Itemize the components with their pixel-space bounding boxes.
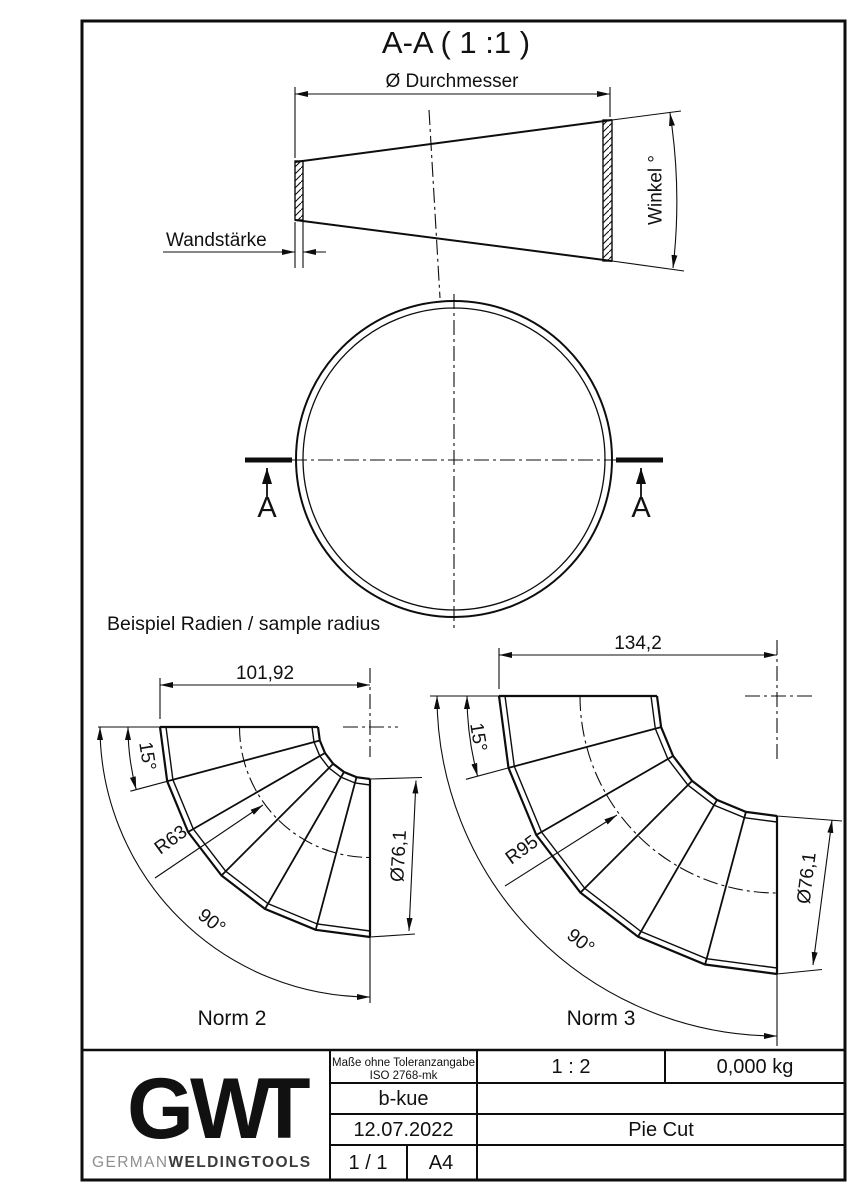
extension-line bbox=[370, 778, 422, 780]
left-wall-section bbox=[295, 161, 303, 220]
extension-line bbox=[466, 768, 509, 779]
title-block bbox=[82, 1050, 845, 1180]
date: 12.07.2022 bbox=[353, 1119, 454, 1141]
norm2-pie-cut bbox=[98, 663, 422, 1030]
norm3-bend-radius: R95 bbox=[501, 831, 543, 869]
norm2-bend-radius: R63 bbox=[150, 821, 192, 859]
norm3-pie-cut bbox=[430, 633, 842, 1046]
paper-size: A4 bbox=[428, 1152, 454, 1174]
section-mark-left: A bbox=[257, 492, 277, 524]
cone-bottom-line bbox=[295, 220, 612, 261]
logo-letter-g: G bbox=[127, 1061, 194, 1157]
samples-heading: Beispiel Radien / sample radius bbox=[107, 613, 381, 635]
scale: 1 : 2 bbox=[551, 1056, 591, 1078]
part-name: Pie Cut bbox=[628, 1119, 694, 1141]
cone-centerline bbox=[429, 110, 440, 298]
norm3-name: Norm 3 bbox=[566, 1007, 636, 1030]
extension-line bbox=[370, 934, 415, 937]
top-view-circle bbox=[245, 294, 663, 628]
weight: 0,000 kg bbox=[716, 1056, 794, 1078]
created-by: b-kue bbox=[378, 1088, 429, 1110]
section-mark-right: A bbox=[631, 492, 651, 524]
logo-letter-t: T bbox=[258, 1061, 311, 1157]
norm3-bend-angle: 90° bbox=[562, 924, 599, 960]
company-logo bbox=[92, 1061, 312, 1171]
right-wall-section bbox=[603, 120, 612, 261]
tolerance-note-line2: ISO 2768-mk bbox=[369, 1070, 438, 1082]
norm2-width: 101,92 bbox=[235, 663, 295, 684]
norm3-width: 134,2 bbox=[614, 633, 662, 654]
cone-top-line bbox=[295, 120, 612, 162]
section-view-cone bbox=[163, 25, 684, 298]
extension-line bbox=[130, 781, 167, 791]
brand-wordmark: GERMANWELDINGTOOLS bbox=[92, 1154, 312, 1171]
norm2-pipe-diameter: Ø76,1 bbox=[387, 829, 411, 883]
norm2-segment-angle: 15° bbox=[134, 740, 160, 773]
angle-dimension-arc bbox=[670, 113, 677, 268]
norm3-pipe-diameter: Ø76,1 bbox=[793, 851, 821, 906]
segment-angle-arc bbox=[128, 727, 136, 790]
section-title: A-A ( 1 :1 ) bbox=[381, 25, 531, 60]
sheet-frame bbox=[82, 21, 845, 1180]
wall-label: Wandstärke bbox=[166, 230, 267, 251]
pipe-diameter-dimension bbox=[409, 781, 416, 932]
norm2-bend-angle: 90° bbox=[193, 904, 230, 940]
sheet-number: 1 / 1 bbox=[348, 1152, 388, 1174]
norm2-name: Norm 2 bbox=[197, 1007, 267, 1030]
norm3-segment-angle: 15° bbox=[465, 721, 491, 754]
segment-cut-lines bbox=[167, 741, 356, 930]
extension-line bbox=[777, 970, 822, 975]
logo-letter-w: W bbox=[190, 1061, 272, 1157]
angle-label: Winkel ° bbox=[645, 155, 667, 225]
tolerance-note-line1: Maße ohne Toleranzangabe bbox=[331, 1057, 476, 1069]
diameter-label: Ø Durchmesser bbox=[385, 71, 519, 92]
